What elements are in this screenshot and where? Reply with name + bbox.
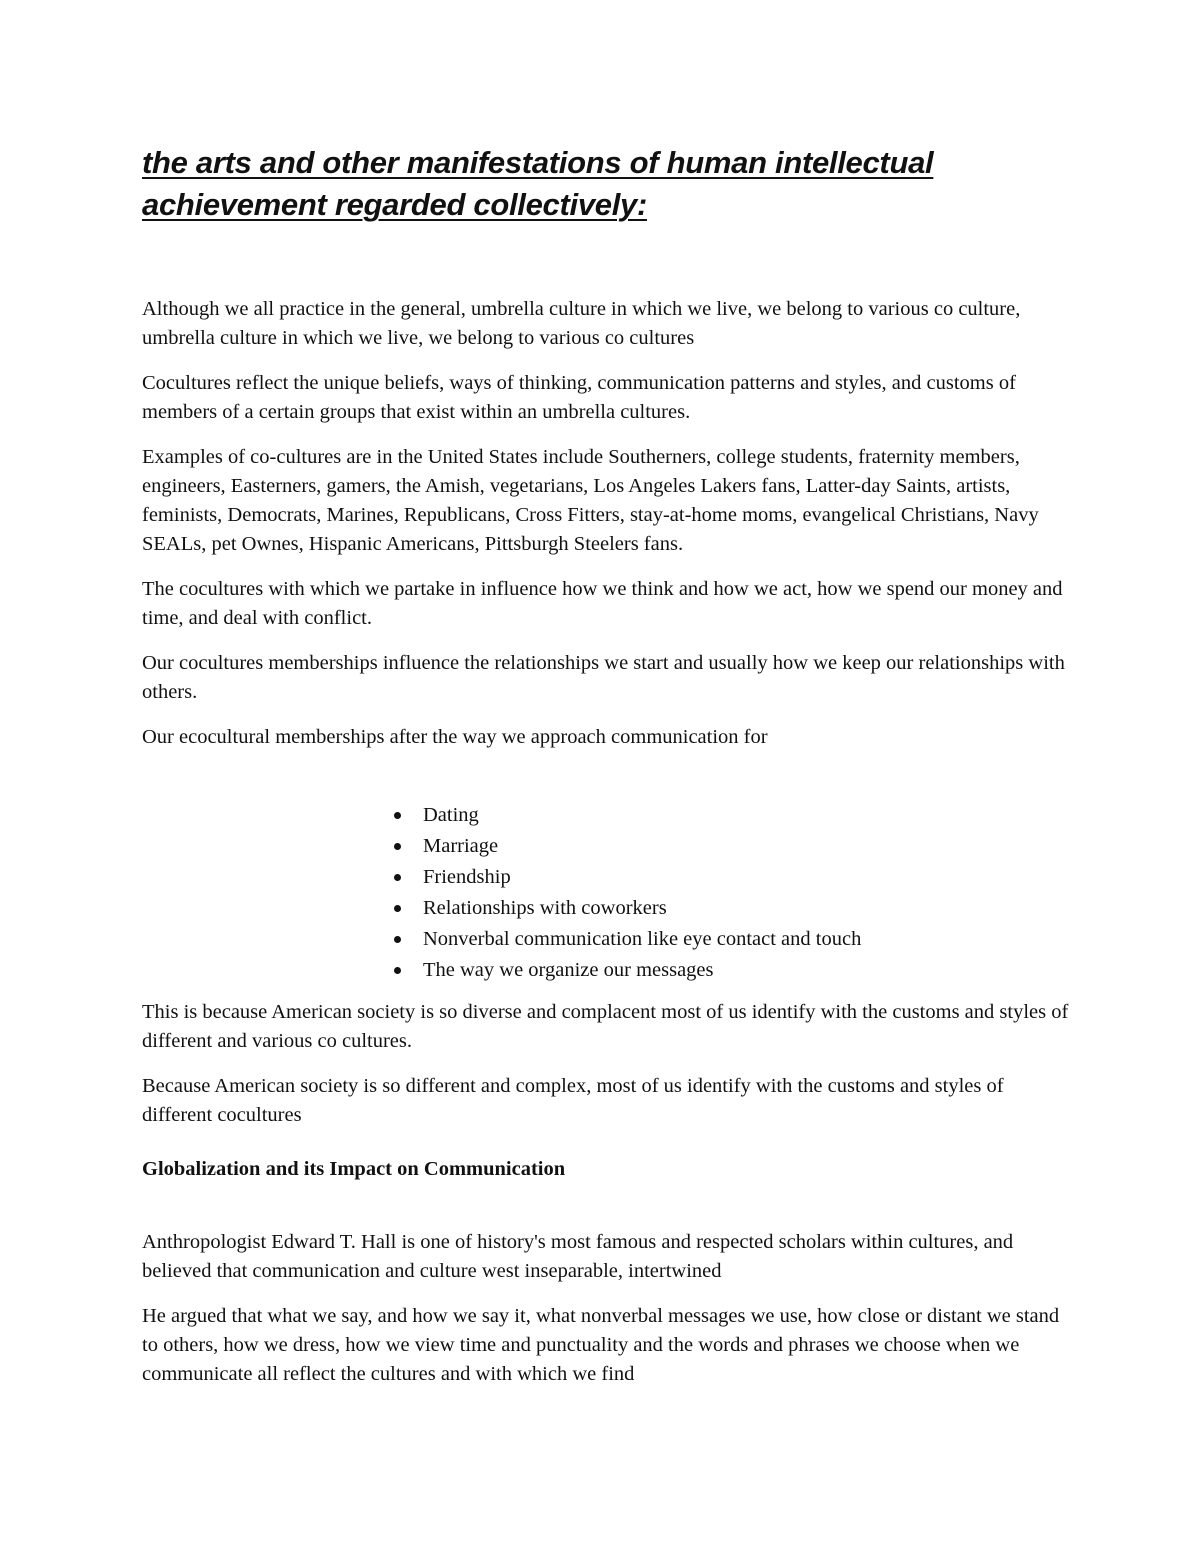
after-list-section [142,998,1072,1146]
bullet-icon [394,967,401,974]
paragraph: Cocultures reflect the unique beliefs, ways of thinking, communication patterns and styles, and customs of members of a certain groups that exist within an umbrella cultures. [142,372,1016,423]
list-item [390,831,861,862]
list-item [390,800,861,831]
bullet-icon [394,843,401,850]
bullet-icon [394,812,401,819]
paragraph: Our ecocultural memberships after the way we approach communication for [142,726,768,748]
list-item [390,862,861,893]
list-item-text: The way we organize our messages [423,959,714,981]
paragraph: Because American society is so different and complex, most of us identify with the customs and styles of different cocultures [142,1075,1004,1126]
paragraph: Examples of co-cultures are in the United States include Southerners, college students, fraternity members, engineers, Easterners, gamers, the Amish, vegetarians, Los Angeles Lakers fans, Latter-day Saints, artists, feminists, Democrats, Marines, Republicans, Cross Fitters, stay-at-home moms, evangelical Christians, Navy SEALs, pet Ownes, Hispanic Americans, Pittsburgh Steelers fans. [142,446,1039,555]
paragraph: Anthropologist Edward T. Hall is one of history's most famous and respected scholars within cultures, and believed that communication and culture west inseparable, intertwined [142,1231,1014,1282]
paragraph: Although we all practice in the general, umbrella culture in which we live, we belong to various co culture, umbrella culture in which we live, we belong to various co cultures [142,298,1021,349]
bullet-icon [394,936,401,943]
document-title: the arts and other manifestations of human intellectual achievement regarded collectively: [142,145,934,222]
list-item [390,893,861,924]
paragraph: Our cocultures memberships influence the relationships we start and usually how we keep our relationships with others. [142,652,1065,703]
list-item-text: Marriage [423,835,499,857]
list-item [390,955,861,986]
list-item-text: Friendship [423,866,511,888]
intro-section [142,295,1072,768]
list-item [390,924,861,955]
bullet-icon [394,905,401,912]
list-item-text: Dating [423,804,479,826]
section-body [142,1228,1072,1405]
list-item-text: Nonverbal communication like eye contact and touch [423,928,862,950]
paragraph: The cocultures with which we partake in influence how we think and how we act, how we spend our money and time, and deal with conflict. [142,578,1063,629]
list-item-text: Relationships with coworkers [423,897,667,919]
bullet-list [390,800,861,986]
paragraph: This is because American society is so diverse and complacent most of us identify with the customs and styles of different and various co cultures. [142,1001,1069,1052]
section-heading: Globalization and its Impact on Communication [142,1158,566,1180]
paragraph: He argued that what we say, and how we say it, what nonverbal messages we use, how close or distant we stand to others, how we dress, how we view time and punctuality and the words and phrases we choose when we communicate all reflect the cultures and with which we find [142,1305,1060,1385]
bullet-icon [394,874,401,881]
